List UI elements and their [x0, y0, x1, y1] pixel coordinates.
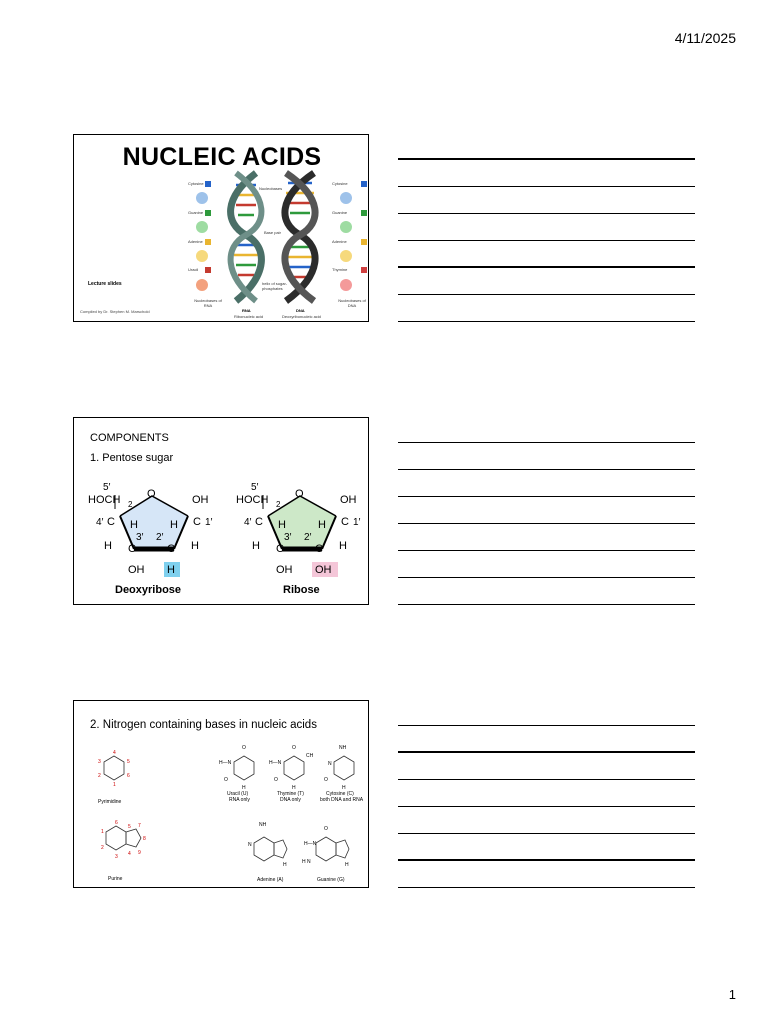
note-line[interactable] — [398, 416, 695, 443]
atom-label: O — [295, 488, 304, 500]
atom-label: OH — [276, 564, 293, 576]
note-line[interactable] — [398, 268, 695, 295]
atom-label: C — [128, 543, 136, 555]
dna-base-label-1: Cytosine — [332, 181, 348, 186]
thymine-structure — [269, 745, 314, 803]
compiled-by: Compiled by Dr. Stephen M. Marschold — [80, 309, 150, 314]
slide-components — [73, 417, 369, 605]
atom-label: 1′ — [205, 517, 213, 528]
note-line[interactable] — [398, 726, 695, 753]
note-line[interactable] — [398, 187, 695, 214]
ribose-structure — [236, 482, 361, 596]
highlight-h: H — [167, 564, 175, 576]
notes-lines-3[interactable] — [398, 699, 695, 888]
base-pair-label: Base pair — [264, 230, 281, 235]
svg-text:O: O — [292, 745, 296, 751]
note-line[interactable] — [398, 699, 695, 726]
atom-label: H — [278, 519, 286, 531]
rna-base-label-2: Guanine — [188, 210, 204, 215]
rna-label: RNA — [242, 308, 251, 313]
svg-text:4: 4 — [128, 851, 131, 857]
svg-text:H: H — [345, 862, 349, 868]
note-line[interactable] — [398, 524, 695, 551]
notes-lines-1[interactable] — [398, 133, 695, 322]
svg-text:H: H — [292, 785, 296, 791]
svg-text:1: 1 — [101, 829, 104, 835]
svg-text:O: O — [274, 777, 278, 783]
atom-label: 1′ — [353, 517, 361, 528]
slide-nitrogen-bases — [73, 700, 369, 888]
atom-label: HOCH — [236, 494, 269, 506]
svg-text:3: 3 — [98, 759, 101, 765]
guanine-label: Guanine (G) — [317, 877, 345, 883]
atom-label: H — [191, 540, 199, 552]
atom-label: C — [315, 543, 323, 555]
atom-label: H — [252, 540, 260, 552]
date: 4/11/2025 — [674, 30, 736, 46]
atom-label: C — [193, 516, 201, 528]
rna-base-label-4: Uracil — [188, 267, 199, 272]
svg-text:CH: CH — [306, 753, 314, 759]
slide-heading: 2. Nitrogen containing bases in nucleic acids — [90, 719, 317, 731]
pyrimidine-label: Pyrimidine — [98, 799, 122, 805]
atom-label: H — [130, 519, 138, 531]
atom-label: H — [339, 540, 347, 552]
atom-label: C — [167, 543, 175, 555]
svg-text:O: O — [224, 777, 228, 783]
svg-text:5: 5 — [127, 759, 130, 765]
atom-label: OH — [192, 494, 209, 506]
atom-label: OH — [128, 564, 145, 576]
svg-text:1: 1 — [113, 782, 116, 788]
svg-text:H N: H N — [302, 859, 311, 865]
rna-helix — [231, 173, 262, 301]
pyrimidine-structure — [98, 750, 130, 805]
uracil-structure — [219, 745, 254, 803]
note-line[interactable] — [398, 295, 695, 322]
atom-label: 3′ — [284, 532, 292, 543]
dna-base-label-3: Adenine — [332, 239, 347, 244]
dna-base-label-2: Guanine — [332, 210, 348, 215]
atom-label: C — [255, 516, 263, 528]
atom-label: C — [276, 543, 284, 555]
slide-heading: COMPONENTS — [90, 432, 169, 444]
svg-text:7: 7 — [138, 823, 141, 829]
atom-label: C — [341, 516, 349, 528]
nucleobases-label: Nucleobases — [259, 186, 283, 191]
svg-text:H: H — [342, 785, 346, 791]
atom-label: H — [170, 519, 178, 531]
uracil-sublabel: RNA only — [229, 797, 250, 803]
svg-text:6: 6 — [127, 773, 130, 779]
atom-label: C — [107, 516, 115, 528]
svg-text:9: 9 — [138, 850, 141, 856]
note-line[interactable] — [398, 807, 695, 834]
atom-label: H — [318, 519, 326, 531]
atom-label: H — [104, 540, 112, 552]
uracil-label: Uracil (U) — [227, 791, 249, 797]
purine-structure — [101, 820, 146, 882]
dna-base-icons — [340, 181, 367, 291]
svg-text:N: N — [248, 842, 252, 848]
atom-label: OH — [340, 494, 357, 506]
note-line[interactable] — [398, 214, 695, 241]
note-line[interactable] — [398, 497, 695, 524]
slide-title: NUCLEIC ACIDS — [122, 143, 322, 171]
pentose-sugar-figure — [74, 418, 369, 605]
svg-text:H—N: H—N — [269, 760, 282, 766]
thymine-sublabel: DNA only — [280, 797, 301, 803]
purine-label: Purine — [108, 876, 123, 882]
svg-text:O: O — [324, 777, 328, 783]
highlight-oh: OH — [315, 564, 332, 576]
notes-lines-2[interactable] — [398, 416, 695, 605]
deoxyribose-structure — [88, 482, 213, 596]
atom-label: HOCH — [88, 494, 121, 506]
svg-text:NH: NH — [259, 822, 267, 828]
rna-caption: Nucleobases of RNA — [194, 298, 222, 308]
svg-text:O: O — [242, 745, 246, 751]
atom-label: 2 — [128, 500, 133, 509]
atom-label: 4′ — [96, 517, 104, 528]
svg-text:3: 3 — [115, 854, 118, 860]
svg-text:N: N — [328, 761, 332, 767]
thymine-label: Thymine (T) — [277, 791, 304, 797]
svg-text:NH: NH — [339, 745, 347, 751]
atom-label: 3′ — [136, 532, 144, 543]
slide-nucleic-acids — [73, 134, 369, 322]
dna-label: DNA — [296, 308, 305, 313]
svg-text:2: 2 — [98, 773, 101, 779]
deoxyribose-label: Deoxyribose — [115, 584, 182, 596]
atom-label: 2′ — [156, 532, 164, 543]
dna-rna-figure — [74, 135, 369, 322]
atom-label: 5′ — [103, 482, 111, 493]
dna-caption: Nucleobases of DNA — [338, 298, 366, 308]
adenine-label: Adenine (A) — [257, 877, 284, 883]
svg-text:2: 2 — [101, 845, 104, 851]
ribose-label: Ribose — [283, 584, 320, 596]
atom-label: 2′ — [304, 532, 312, 543]
atom-label: O — [147, 488, 156, 500]
adenine-structure — [248, 822, 287, 883]
svg-text:4: 4 — [113, 750, 116, 756]
note-line[interactable] — [398, 470, 695, 497]
note-line[interactable] — [398, 241, 695, 268]
rna-base-label-3: Adenine — [188, 239, 203, 244]
note-line[interactable] — [398, 753, 695, 780]
guanine-structure — [302, 826, 349, 883]
cytosine-label: Cytosine (C) — [326, 791, 354, 797]
note-line[interactable] — [398, 551, 695, 578]
note-line[interactable] — [398, 861, 695, 888]
rna-sublabel: Ribonucleic acid — [234, 314, 264, 319]
cytosine-structure — [320, 745, 364, 803]
atom-label: 2 — [276, 500, 281, 509]
svg-text:8: 8 — [143, 836, 146, 842]
rna-base-icons — [196, 181, 211, 291]
atom-label: 5′ — [251, 482, 259, 493]
atom-label: 4′ — [244, 517, 252, 528]
svg-text:5: 5 — [128, 824, 131, 830]
note-line[interactable] — [398, 160, 695, 187]
page-number: 1 — [728, 987, 736, 1002]
note-line[interactable] — [398, 443, 695, 470]
note-line[interactable] — [398, 133, 695, 160]
svg-text:O: O — [324, 826, 328, 832]
dna-sublabel: Deoxyribonucleic acid — [282, 314, 321, 319]
svg-text:6: 6 — [115, 820, 118, 826]
cytosine-sublabel: both DNA and RNA — [320, 797, 364, 803]
svg-text:H—N: H—N — [219, 760, 232, 766]
svg-text:H: H — [283, 862, 287, 868]
slide-subheading: 1. Pentose sugar — [90, 452, 174, 464]
lecture-label: Lecture slides — [88, 281, 122, 287]
note-line[interactable] — [398, 834, 695, 861]
svg-text:H—N: H—N — [304, 841, 317, 847]
rna-base-label-1: Cytosine — [188, 181, 204, 186]
note-line[interactable] — [398, 578, 695, 605]
nitrogen-bases-figure — [74, 701, 369, 888]
dna-base-label-4: Thymine — [332, 267, 348, 272]
svg-text:H: H — [242, 785, 246, 791]
note-line[interactable] — [398, 780, 695, 807]
helix-label: helix of sugar-phosphates — [262, 281, 288, 291]
